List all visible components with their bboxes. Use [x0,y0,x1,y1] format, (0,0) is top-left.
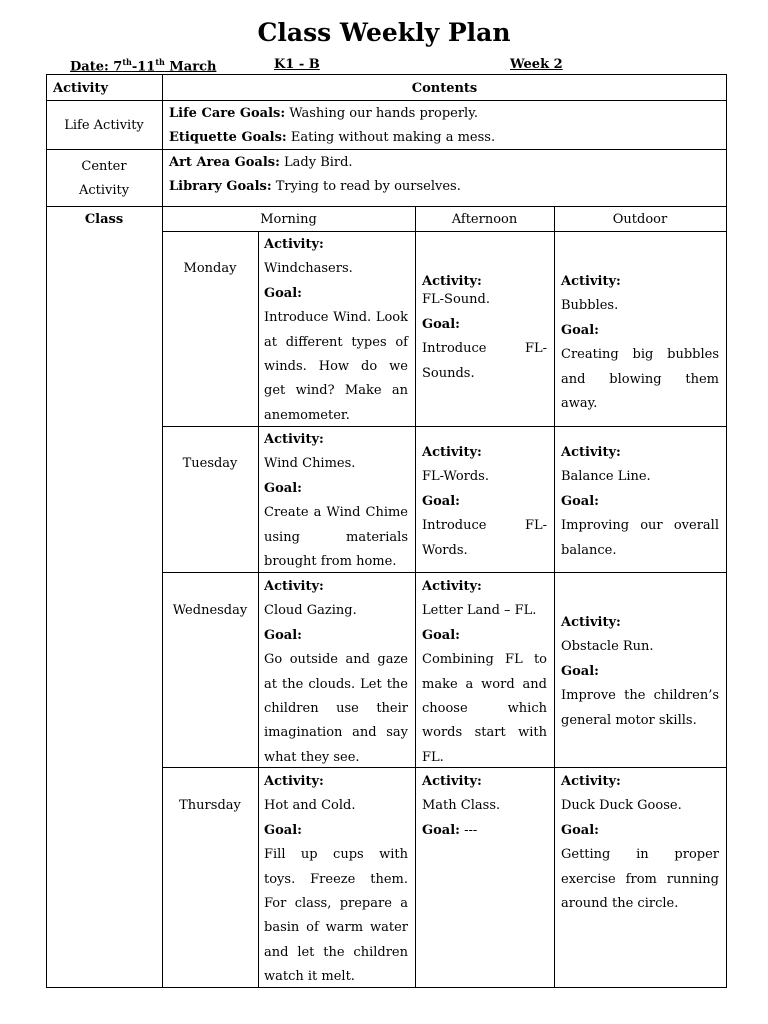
table-border-right [726,74,727,988]
day-wednesday: Wednesday [172,603,248,618]
page-title: Class Weekly Plan [257,18,511,47]
goal-label: Goal: [561,322,599,338]
date-sup-2: th [155,57,165,67]
goal-text: --- [459,822,478,838]
etiquette-goals-text: Eating without making a mess. [286,130,496,145]
life-activity-label: Life Activity [64,118,144,133]
goal-label: Goal: [264,480,302,496]
goal-label: Goal: [264,822,302,838]
row-divider [162,572,727,573]
thursday-outdoor-cell [561,770,719,916]
activity-text: FL-Sound. [422,292,490,308]
activity-label: Activity: [264,432,324,447]
date-suffix: March [164,59,217,75]
monday-outdoor-cell [561,270,719,416]
goal-text: Improving our overall balance. [561,518,719,558]
date-mid: -11 [131,59,156,75]
activity-text: Balance Line. [561,469,651,485]
day-monday: Monday [183,261,237,276]
library-goals-text: Trying to read by ourselves. [271,179,461,194]
week-label: Week 2 [510,57,563,72]
activity-label: Activity: [264,579,324,594]
col-header-activity: Activity [53,81,108,96]
row-divider [162,426,727,427]
library-goals-label: Library Goals: [169,179,272,194]
activity-text: Cloud Gazing. [264,603,357,619]
art-area-goals-text: Lady Bird. [279,155,353,170]
life-care-goals-text: Washing our hands properly. [285,106,478,121]
monday-afternoon-cell [422,270,547,386]
etiquette-goals [169,126,495,150]
activity-label: Activity: [561,774,621,789]
goal-label: Goal: [422,822,460,838]
goal-label: Goal: [561,822,599,838]
activity-text: Bubbles. [561,298,619,314]
wednesday-afternoon-cell [422,575,547,770]
period-morning: Morning [260,212,317,227]
wednesday-outdoor-cell [561,611,719,733]
goal-label: Goal: [422,316,460,332]
goal-text: Improve the children’s general motor skills. [561,688,719,728]
row-divider [46,206,727,207]
goal-text: Introduce FL-Sounds. [422,341,547,381]
activity-label: Activity: [561,445,621,460]
life-care-goals-label: Life Care Goals: [169,106,286,121]
date-prefix: Date: 7 [70,59,123,75]
tuesday-afternoon-cell [422,441,547,563]
goal-text: Go outside and gaze at the clouds. Let the children use their imagination and say what they see. [264,652,408,765]
activity-text: FL-Words. [422,469,489,485]
activity-label: Activity: [264,237,324,252]
monday-morning-cell [264,233,408,428]
center-activity-label-2: Activity [78,183,130,198]
class-label: K1 - B [274,57,320,72]
col-divider [554,206,555,988]
goal-text: Creating big bubbles and blowing them away. [561,347,719,412]
date-sup-1: th [122,57,132,67]
activity-text: Duck Duck Goose. [561,798,682,814]
activity-label: Activity: [422,445,482,460]
activity-label: Activity: [422,774,482,789]
activity-label: Activity: [561,274,621,289]
activity-label: Activity: [422,274,482,289]
activity-label: Activity: [422,579,482,594]
goal-label: Goal: [422,627,460,643]
etiquette-goals-label: Etiquette Goals: [169,130,287,145]
date-label [70,57,216,74]
tuesday-morning-cell [264,428,408,574]
goal-text: Getting in proper exercise from running around the circle. [561,847,719,912]
center-activity-label-1: Center [81,159,127,174]
art-area-goals-label: Art Area Goals: [169,155,280,170]
art-area-goals [169,151,353,175]
thursday-morning-cell [264,770,408,990]
period-afternoon: Afternoon [451,212,518,227]
goal-line [422,819,547,843]
goal-label: Goal: [561,663,599,679]
goal-text: Combining FL to make a word and choose which words start with FL. [422,652,547,765]
activity-label: Activity: [561,615,621,630]
library-goals [169,175,461,199]
activity-text: Windchasers. [264,261,353,277]
activity-text: Wind Chimes. [264,456,356,472]
tuesday-outdoor-cell [561,441,719,563]
goal-text: Introduce FL-Words. [422,518,547,558]
day-tuesday: Tuesday [182,456,238,471]
day-thursday: Thursday [179,798,241,813]
goal-label: Goal: [561,493,599,509]
period-outdoor: Outdoor [612,212,668,227]
goal-label: Goal: [422,493,460,509]
col-header-contents: Contents [411,81,478,96]
goal-text: Create a Wind Chime using materials brought from home. [264,505,408,570]
goal-label: Goal: [264,285,302,301]
activity-text: Math Class. [422,798,501,814]
table-border-top [46,74,727,75]
goal-text: Fill up cups with toys. Freeze them. For class, prepare a basin of warm water and let the children watch it melt. [264,847,408,985]
activity-text: Hot and Cold. [264,798,356,814]
life-care-goals [169,102,478,126]
goal-label: Goal: [264,627,302,643]
goal-text: Introduce Wind. Look at different types of winds. How do we get wind? Make an anemometer. [264,310,408,423]
activity-label: Activity: [264,774,324,789]
thursday-afternoon-cell [422,770,547,843]
wednesday-morning-cell [264,575,408,770]
class-label-cell: Class [84,212,124,227]
col-divider [415,206,416,988]
col-divider [258,231,259,988]
activity-text: Obstacle Run. [561,639,654,655]
activity-text: Letter Land – FL. [422,603,537,619]
